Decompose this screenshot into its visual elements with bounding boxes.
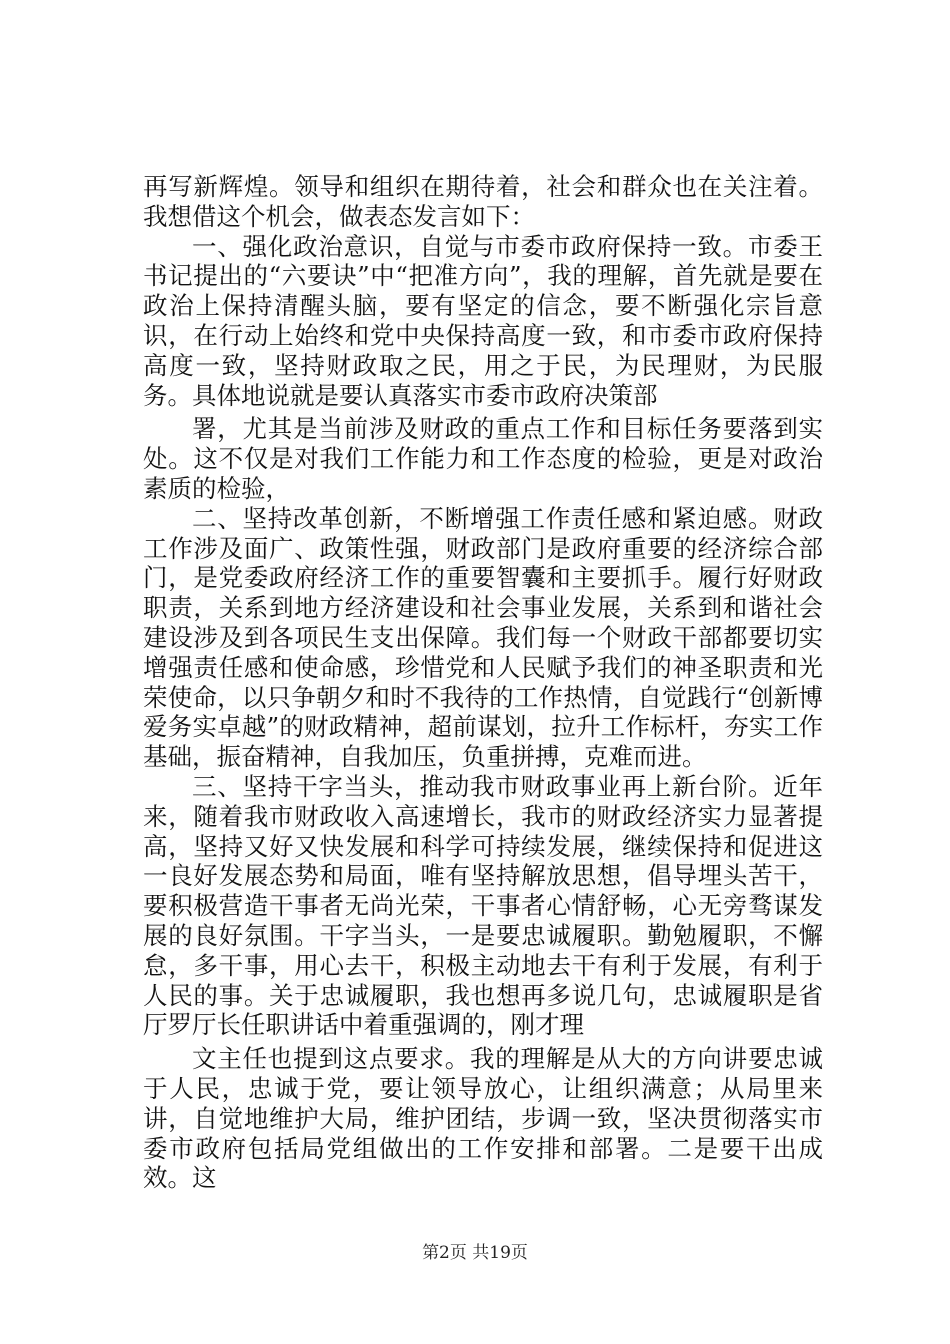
page-number-footer: 第2页 共19页 (422, 1243, 528, 1263)
paragraph-intro: 再写新辉煌。领导和组织在期待着，社会和群众也在关注着。我想借这个机会，做表态发言如下： (143, 172, 823, 231)
paragraph-section-3-continued: 文主任也提到这点要求。我的理解是从大的方向讲要忠诚于人民，忠诚于党，要让领导放心，让组织满意；从局里来讲，自觉地维护大局，维护团结，步调一致，坚决贯彻落实市委市政府包括局党组做出的工作安排和部署。二是要干出成效。这 (143, 1044, 823, 1193)
paragraph-section-2: 二、坚持改革创新，不断增强工作责任感和紧迫感。财政工作涉及面广、政策性强，财政部门是政府重要的经济综合部门，是党委政府经济工作的重要智囊和主要抓手。履行好财政职责，关系到地方经济建设和社会事业发展，关系到和谐社会建设涉及到各项民生支出保障。我们每一个财政干部都要切实增强责任感和使命感，珍惜党和人民赋予我们的神圣职责和光荣使命，以只争朝夕和时不我待的工作热情，自觉践行“创新博爱务实卓越”的财政精神，超前谋划，拉升工作标杆，夯实工作基础，振奋精神，自我加压，负重拼搏，克难而进。 (143, 503, 823, 772)
document-body (143, 172, 823, 1193)
paragraph-section-1-continued: 署，尤其是当前涉及财政的重点工作和目标任务要落到实处。这不仅是对我们工作能力和工作态度的检验，更是对政治素质的检验， (143, 414, 823, 503)
paragraph-section-3: 三、坚持干字当头，推动我市财政事业再上新台阶。近年来，随着我市财政收入高速增长，我市的财政经济实力显著提高，坚持又好又快发展和科学可持续发展，继续保持和促进这一良好发展态势和局面，唯有坚持解放思想，倡导埋头苦干，要积极营造干事者无尚光荣，干事者心情舒畅，心无旁骛谋发展的良好氛围。干字当头，一是要忠诚履职。勤勉履职，不懈怠，多干事，用心去干，积极主动地去干有利于发展，有利于人民的事。关于忠诚履职，我也想再多说几句，忠诚履职是省厅罗厅长任职讲话中着重强调的，刚才理 (143, 771, 823, 1040)
paragraph-section-1: 一、强化政治意识，自觉与市委市政府保持一致。市委王书记提出的“六要诀”中“把准方向”，我的理解，首先就是要在政治上保持清醒头脑，要有坚定的信念，要不断强化宗旨意识，在行动上始终和党中央保持高度一致，和市委市政府保持高度一致，坚持财政取之民，用之于民，为民理财，为民服务。具体地说就是要认真落实市委市政府决策部 (143, 231, 823, 410)
